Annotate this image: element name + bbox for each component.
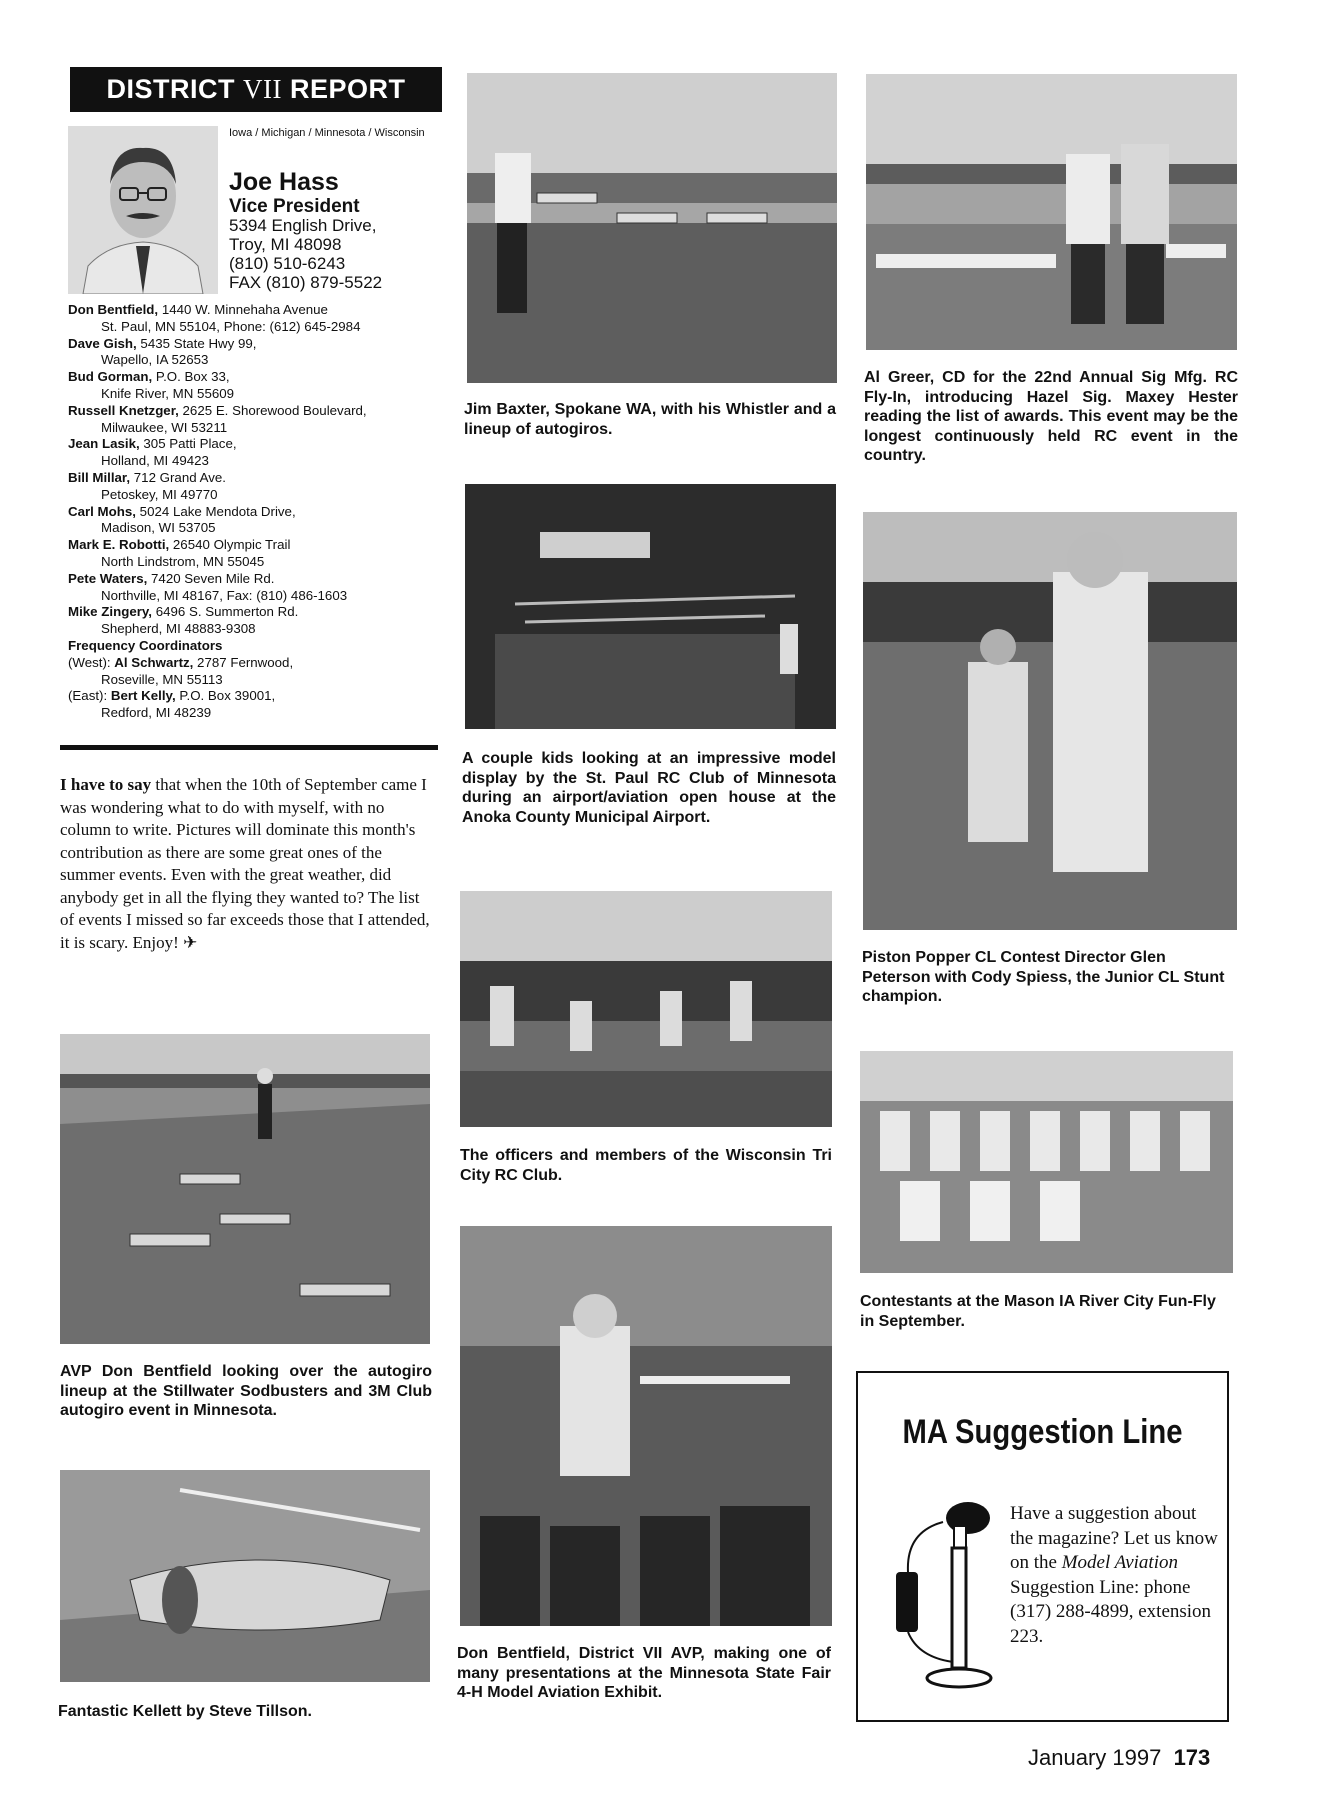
roster-line1: 5024 Lake Mendota Drive, — [135, 503, 296, 519]
roster-line2: North Lindstrom, MN 55045 — [101, 553, 265, 569]
photo-wisconsin-club — [460, 891, 832, 1127]
caption-state-fair: Don Bentfield, District VII AVP, making one of many presentations at the Minnesota State Fair 4-H Model Aviation Exhibit. — [457, 1645, 831, 1701]
roster-entry — [68, 403, 440, 420]
photo-jim-baxter — [467, 73, 837, 383]
magazine-name: Model Aviation — [1061, 1552, 1178, 1573]
frequency-east: (East): Bert Kelly, P.O. Box 39001, — [68, 688, 276, 704]
suggestion-line-title: MA Suggestion Line — [902, 1413, 1183, 1451]
roster-entry — [68, 302, 440, 319]
roster-entry — [68, 604, 440, 621]
section-divider — [60, 745, 438, 750]
roster-line2: Madison, WI 53705 — [101, 520, 216, 536]
roster-line2: Wapello, IA 52653 — [101, 352, 209, 368]
vp-title: Vice President — [229, 196, 360, 217]
roster-line2: Milwaukee, WI 53211 — [101, 419, 228, 435]
photo-autogiro-lineup — [60, 1034, 430, 1344]
roster-name: Russell Knetzger, — [68, 402, 179, 418]
suggestion-line-text: Have a suggestion about the magazine? Let us know on the Model Aviation Suggestion Line: phone (317) 288-4899, extension 223. — [1010, 1503, 1218, 1647]
banner-prefix: DISTRICT — [106, 74, 235, 104]
caption-al-greer: Al Greer, CD for the 22nd Annual Sig Mfg. RC Fly-In, introducing Hazel Sig. Maxey Hester reading the list of awards. This event may be the longest continuously held RC event in the country. — [864, 369, 1238, 464]
roster-entry — [68, 470, 440, 487]
roster-line1: 712 Grand Ave. — [130, 469, 226, 485]
roster-name: Bud Gorman, — [68, 369, 153, 385]
end-mark-icon: ✈ — [183, 932, 198, 952]
caption-kids-display: A couple kids looking at an impressive model display by the St. Paul RC Club of Minnesota during an airport/aviation open house at the Anoka County Municipal Airport. — [462, 750, 836, 826]
roster-line1: 5435 State Hwy 99, — [136, 335, 257, 351]
roster-line2: Shepherd, MI 48883-9308 — [101, 621, 256, 637]
banner-roman: VII — [243, 74, 282, 104]
frequency-west-line2: Roseville, MN 55113 — [101, 671, 223, 687]
roster-entry — [68, 504, 440, 521]
photo-piston-popper — [863, 512, 1237, 930]
roster-line1: P.O. Box 33, — [152, 369, 230, 385]
vp-address — [229, 216, 382, 292]
issue-date: January 1997 — [1028, 1745, 1162, 1770]
caption-jim-baxter: Jim Baxter, Spokane WA, with his Whistler and a lineup of autogiros. — [464, 401, 836, 438]
roster-line2: Holland, MI 49423 — [101, 453, 209, 469]
roster-entry — [68, 369, 440, 386]
photo-mason-contestants — [860, 1051, 1233, 1273]
roster-line1: 26540 Olympic Trail — [169, 537, 291, 553]
roster-name: Carl Mohs, — [68, 503, 136, 519]
vp-states: Iowa / Michigan / Minnesota / Wisconsin — [229, 127, 425, 139]
vice-president-portrait — [68, 126, 218, 294]
frequency-west: (West): Al Schwartz, 2787 Fernwood, — [68, 654, 294, 670]
roster-entry — [68, 336, 440, 353]
roster-line1: 1440 W. Minnehaha Avenue — [158, 302, 328, 317]
telephone-icon — [888, 1492, 998, 1692]
photo-kellett-autogiro — [60, 1470, 430, 1682]
roster-line1: 7420 Seven Mile Rd. — [147, 570, 275, 586]
vp-name: Joe Hass — [229, 168, 339, 196]
vp-phone: (810) 510-6243 — [229, 254, 346, 273]
roster-name: Don Bentfield, — [68, 302, 159, 317]
frequency-heading: Frequency Coordinators — [68, 637, 223, 653]
roster-entry — [68, 571, 440, 588]
vp-address-line: 5394 English Drive, — [229, 216, 377, 235]
caption-kellett: Fantastic Kellett by Steve Tillson. — [58, 1703, 312, 1720]
photo-model-display — [465, 484, 836, 729]
caption-officers: The officers and members of the Wisconsin Tri City RC Club. — [460, 1147, 832, 1184]
vp-fax: FAX (810) 879-5522 — [229, 273, 383, 292]
page-number: 173 — [1173, 1745, 1211, 1770]
roster-name: Bill Millar, — [68, 469, 131, 485]
associate-vp-roster — [68, 302, 440, 722]
banner-suffix: REPORT — [290, 74, 406, 104]
roster-line2: St. Paul, MN 55104, Phone: (612) 645-2984 — [101, 318, 361, 334]
roster-name: Jean Lasik, — [68, 436, 140, 452]
column-text — [60, 774, 435, 954]
photo-state-fair — [460, 1226, 832, 1626]
roster-entry — [68, 436, 440, 453]
roster-name: Mark E. Robotti, — [68, 537, 170, 553]
district-report-banner — [70, 67, 442, 112]
caption-avp-don-bentfield: AVP Don Bentfield looking over the autogiro lineup at the Stillwater Sodbusters and 3M Club autogiro event in Minnesota. — [60, 1363, 432, 1419]
roster-line2: Petoskey, MI 49770 — [101, 486, 218, 502]
roster-name: Dave Gish, — [68, 335, 137, 351]
roster-line2: Northville, MI 48167, Fax: (810) 486-1603 — [101, 587, 348, 603]
roster-name: Pete Waters, — [68, 570, 148, 586]
roster-line1: 2625 E. Shorewood Boulevard, — [178, 402, 367, 418]
photo-al-greer — [866, 74, 1237, 350]
column-body: that when the 10th of September came I was wondering what to do with myself, with no column to write. Pictures will dominate this month's contribution as there are some great ones of the summer events. Even with the great weather, did anybody get in all the flying they wanted to? The list of events I missed so far exceeds those that I attended, it is scary. Enjoy! — [60, 775, 430, 952]
roster-line1: 6496 S. Summerton Rd. — [152, 604, 299, 620]
column-lead: I have to say — [60, 775, 152, 794]
vp-address-line: Troy, MI 48098 — [229, 235, 342, 254]
roster-name: Mike Zingery, — [68, 604, 152, 620]
caption-piston-popper: Piston Popper CL Contest Director Glen Peterson with Cody Spiess, the Junior CL Stunt champion. — [862, 949, 1225, 1005]
frequency-east-line2: Redford, MI 48239 — [101, 705, 212, 721]
caption-contestants: Contestants at the Mason IA River City Fun-Fly in September. — [860, 1293, 1216, 1330]
page-footer — [1028, 1745, 1210, 1771]
roster-entry — [68, 537, 440, 554]
roster-line2: Knife River, MN 55609 — [101, 385, 235, 401]
roster-line1: 305 Patti Place, — [139, 436, 237, 452]
